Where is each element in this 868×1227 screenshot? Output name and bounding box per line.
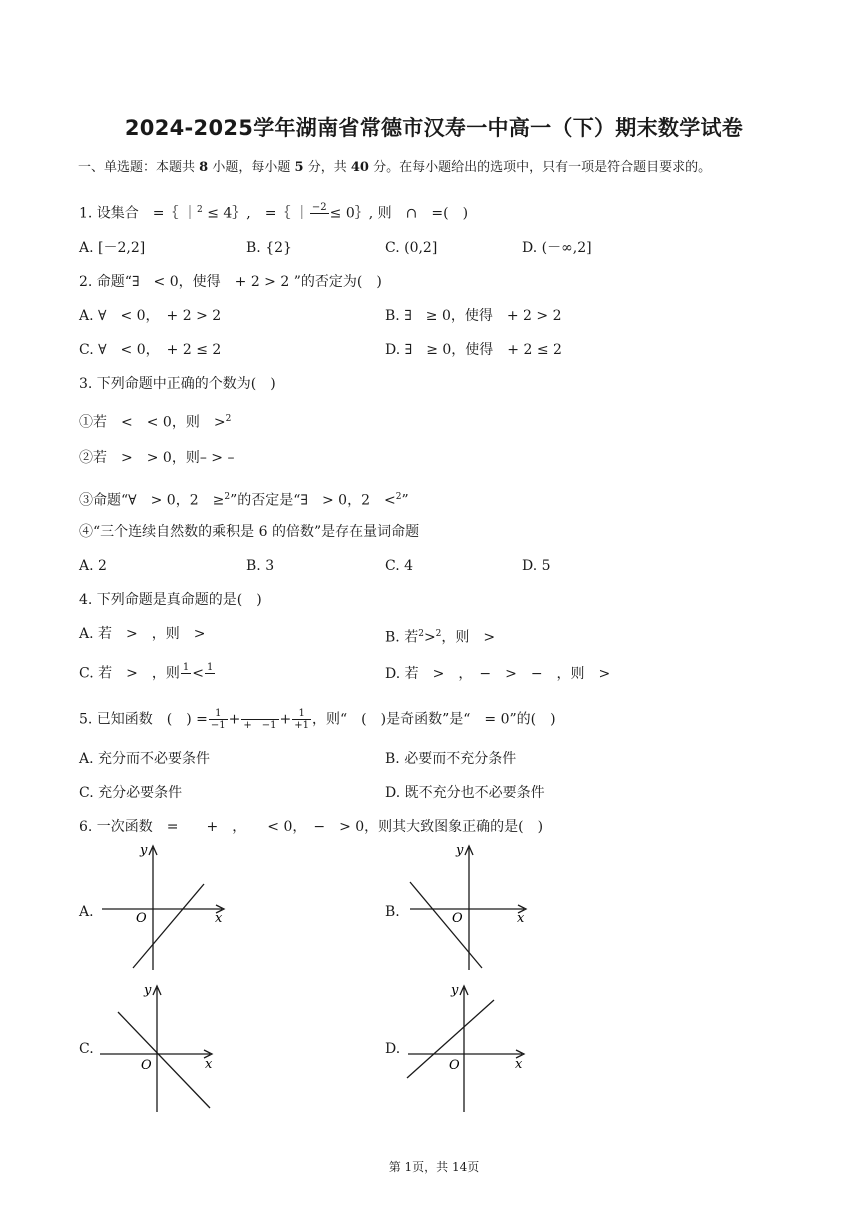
x-axis-label: x — [205, 1057, 213, 1072]
q5-option-a: A. 充分而不必要条件 — [79, 751, 211, 767]
x-axis-label: x — [517, 911, 525, 926]
q3-option-a: A. 2 — [79, 558, 107, 574]
q6-graph-c — [96, 980, 236, 1115]
q6-graph-a — [96, 842, 236, 974]
fraction-denominator — [181, 674, 191, 685]
item-text: ③命题“∀ > 0，2 ≥ — [79, 492, 225, 509]
q6-graph-d — [402, 980, 542, 1115]
origin-label: O — [136, 911, 147, 926]
q4-option-b — [385, 624, 495, 648]
y-axis-label: y — [144, 983, 152, 998]
fraction-numerator: −2 — [311, 202, 327, 214]
option-text: > — [423, 629, 436, 646]
question-3-stem: 3. 下列命题中正确的个数为( ) — [79, 376, 276, 392]
stem-text: ，则“ ( )是奇函数”是“ = 0”的( ) — [312, 711, 556, 728]
origin-label: O — [141, 1058, 152, 1073]
y-axis-label: y — [451, 983, 459, 998]
fraction — [209, 708, 228, 731]
page-footer: 第 1页，共 14页 — [388, 1160, 480, 1174]
q2-option-a: A. ∀ < 0， + 2 > 2 — [79, 308, 222, 324]
superscript: 2 — [418, 629, 424, 639]
fraction-denominator: +1 — [294, 720, 310, 731]
origin-label: O — [452, 911, 463, 926]
fraction — [181, 662, 191, 685]
y-axis-label: y — [140, 843, 148, 858]
q3-item-4: ④“三个连续自然数的乘积是 6 的倍数”是存在量词命题 — [79, 524, 420, 540]
fraction-numerator: 1 — [209, 708, 228, 720]
fraction-denominator — [205, 674, 215, 685]
q6-option-d-label: D. — [385, 1041, 401, 1057]
q2-option-b: B. ∃ ≥ 0，使得 + 2 > 2 — [385, 308, 562, 324]
fraction — [241, 708, 278, 731]
q1-option-c: C. (0,2] — [385, 240, 438, 256]
item-text: ①若 < < 0，则 > — [79, 414, 226, 431]
q1-option-d: D. (－∞,2] — [522, 240, 592, 256]
question-1-stem — [79, 200, 468, 225]
section-points: 5 — [294, 160, 304, 175]
q4-option-d: D. 若 > ， − > − ，则 > — [385, 666, 611, 682]
superscript: 2 — [395, 492, 402, 502]
q3-option-c: C. 4 — [385, 558, 414, 574]
stem-text: ≤ 4｝, =｛ ｜ — [207, 205, 309, 222]
stem-text: 1. 设集合 =｛ ｜ — [79, 205, 197, 222]
q2-option-d: D. ∃ ≥ 0，使得 + 2 ≤ 2 — [385, 342, 562, 358]
section-heading — [78, 158, 711, 178]
item-text: ” — [401, 492, 409, 509]
superscript: 2 — [224, 492, 231, 502]
q5-option-d: D. 既不充分也不必要条件 — [385, 785, 545, 801]
q4-option-a: A. 若 > ，则 > — [79, 626, 206, 642]
option-text: C. 若 > ，则 — [79, 665, 180, 682]
section-text: 分，共 — [307, 160, 347, 175]
fraction — [292, 708, 311, 731]
q2-option-c: C. ∀ < 0， + 2 ≤ 2 — [79, 342, 222, 358]
section-text: 一、单选题：本题共 — [78, 160, 196, 175]
x-axis-label: x — [215, 911, 223, 926]
q6-option-c-label: C. — [79, 1041, 94, 1057]
option-text: ，则 > — [441, 629, 496, 646]
fraction-denominator: −1 — [210, 720, 226, 731]
question-5-stem — [79, 708, 556, 731]
q5-option-b: B. 必要而不充分条件 — [385, 751, 517, 767]
section-text: 分。在每小题给出的选项中，只有一项是符合题目要求的。 — [373, 160, 712, 175]
stem-text: + — [228, 711, 241, 728]
q3-item-1 — [79, 409, 231, 433]
fraction-numerator — [241, 708, 278, 720]
x-axis-label: x — [515, 1057, 523, 1072]
page-title: 2024-2025学年湖南省常德市汉寿一中高一（下）期末数学试卷 — [124, 116, 744, 140]
superscript: 2 — [197, 205, 203, 215]
q4-option-c — [79, 662, 216, 685]
q3-option-d: D. 5 — [522, 558, 551, 574]
y-axis-label: y — [456, 843, 464, 858]
q3-item-2: ②若 > > 0，则– > – — [79, 450, 235, 466]
option-text: B. 若 — [385, 629, 419, 646]
q6-option-a-label: A. — [79, 904, 94, 920]
q6-option-b-label: B. — [385, 904, 400, 920]
section-text: 小题，每小题 — [212, 160, 291, 175]
question-6-stem: 6. 一次函数 = + ， < 0， − > 0，则其大致图象正确的是( ) — [79, 819, 544, 835]
superscript: 2 — [225, 414, 232, 424]
q1-option-a: A. [－2,2] — [79, 240, 146, 256]
fraction — [310, 202, 329, 225]
stem-text: 5. 已知函数 ( ) = — [79, 711, 208, 728]
fraction-numerator: 1 — [292, 708, 311, 720]
option-text: < — [192, 665, 204, 682]
section-total: 40 — [350, 160, 369, 175]
function-line — [410, 882, 482, 968]
stem-text: + — [279, 711, 292, 728]
origin-label: O — [449, 1058, 460, 1073]
q1-option-b: B. {2} — [246, 240, 292, 256]
item-text: ”的否定是“∃ > 0，2 < — [230, 492, 396, 509]
fraction-numerator: 1 — [206, 662, 214, 673]
superscript: 2 — [435, 629, 442, 639]
fraction — [205, 662, 215, 685]
q3-item-3 — [79, 487, 409, 511]
q5-option-c: C. 充分必要条件 — [79, 785, 183, 801]
question-2-stem: 2. 命题“∃ < 0，使得 + 2 > 2 ”的否定为( ) — [79, 274, 382, 290]
fraction-numerator: 1 — [182, 662, 190, 673]
q3-option-b: B. 3 — [246, 558, 275, 574]
function-line — [118, 1012, 210, 1108]
function-line — [133, 884, 204, 968]
stem-text: ≤ 0｝, 则 ∩ =( ) — [329, 205, 469, 222]
section-count: 8 — [199, 160, 209, 175]
fraction-denominator: + −1 — [243, 720, 277, 731]
q6-graph-b — [402, 842, 542, 974]
fraction-denominator — [310, 214, 329, 225]
question-4-stem: 4. 下列命题是真命题的是( ) — [79, 592, 262, 608]
